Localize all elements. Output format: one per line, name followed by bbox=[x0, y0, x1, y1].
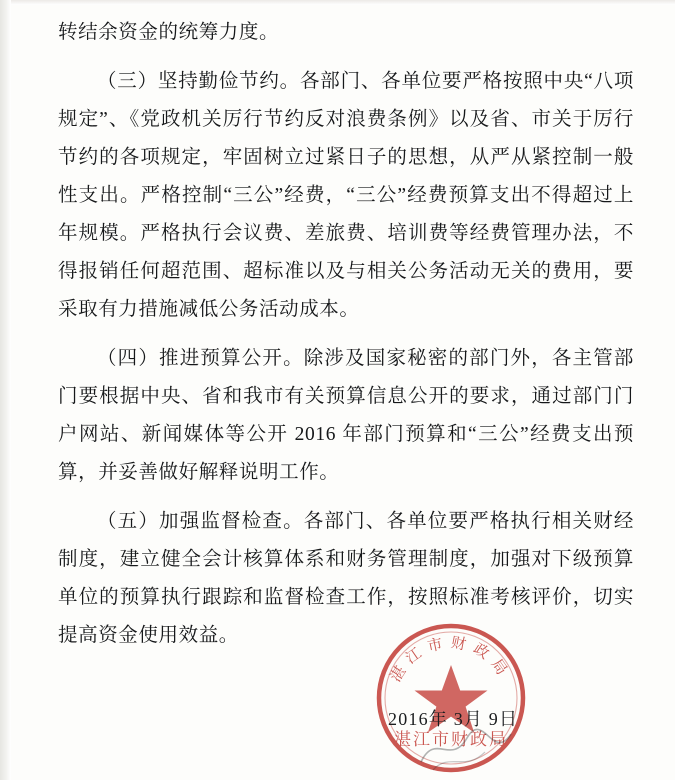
scan-edge-left bbox=[0, 0, 11, 780]
document-body bbox=[58, 0, 634, 655]
seal-date: 2016年 3月 9日 bbox=[388, 709, 519, 729]
paragraph-item-4: （四）推进预算公开。除涉及国家秘密的部门外，各主管部门要根据中央、省和我市有关预算信息公开的要求，通过部门门户网站、新闻媒体等公开 2016 年部门预算和“三公”经费支出预算，并妥善做好解释说明工作。 bbox=[58, 348, 634, 483]
paragraph-continued: 转结余资金的统筹力度。 bbox=[58, 22, 280, 43]
paragraph-item-5: （五）加强监督检查。各部门、各单位要严格执行相关财经制度，建立健全会计核算体系和财务管理制度，加强对下级预算单位的预算执行跟踪和监督检查工作，按照标准考核评价，切实提高资金使用效益。 bbox=[58, 511, 634, 646]
paragraph-item-3: （三）坚持勤俭节约。各部门、各单位要严格按照中央“八项规定”、《党政机关厉行节约反对浪费条例》以及省、市关于厉行节约的各项规定，牢固树立过紧日子的思想，从严从紧控制一般性支出。严格控制“三公”经费，“三公”经费预算支出不得超过上年规模。严格执行会议费、差旅费、培训费等经费管理办法，不得报销任何超范围、超标准以及与相关公务活动无关的费用，要采取有力措施减低公务活动成本。 bbox=[58, 71, 634, 320]
seal-organization: 湛江市财政局 bbox=[394, 730, 508, 749]
handwriting-mark bbox=[415, 722, 535, 774]
seal-ring-text: 湛江市财政局 bbox=[387, 635, 514, 686]
